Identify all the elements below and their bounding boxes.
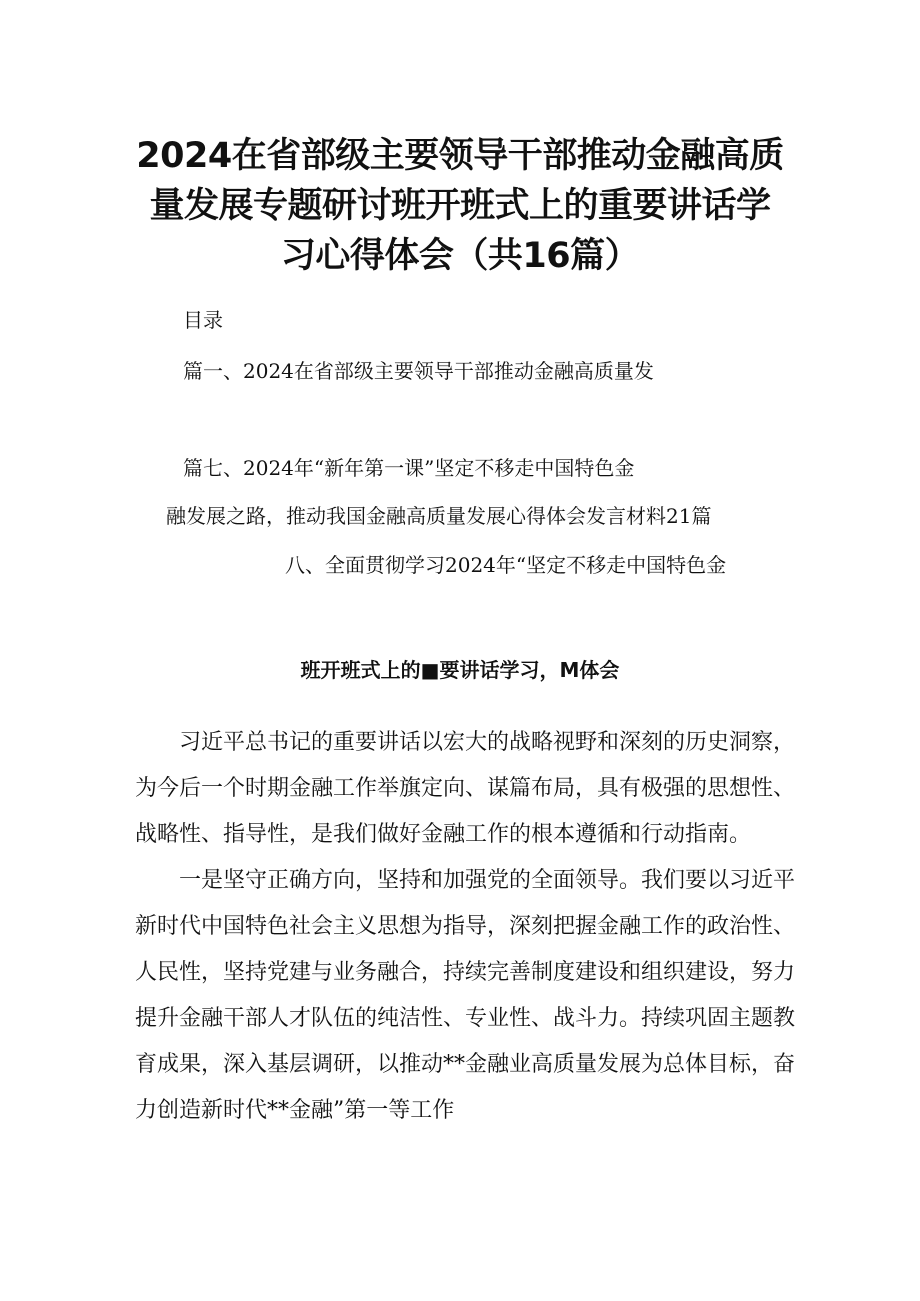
toc-heading: 目录 <box>183 308 223 332</box>
body-text <box>135 720 795 1134</box>
toc-item-7-line-1: 篇七、2024年“新年第一课”坚定不移走中国特色金 <box>183 456 635 480</box>
body-paragraph-2: 一是坚守正确方向，坚持和加强党的全面领导。我们要以习近平新时代中国特色社会主义思想为指导，深刻把握金融工作的政治性、人民性，坚持党建与业务融合，持续完善制度建设和组织建设，努力提升金融干部人才队伍的纯洁性、专业性、战斗力。持续巩固主题教育成果，深入基层调研，以推动**金融业高质量发展为总体目标，奋力创造新时代**金融”第一等工作 <box>135 868 796 1123</box>
section-title: 班开班式上的■要讲话学习，M体会 <box>300 658 620 682</box>
toc-item-8: 八、全面贯彻学习2024年“坚定不移走中国特色金 <box>285 553 727 577</box>
document-title-line-3: 习心得体会（共16篇） <box>280 236 640 276</box>
body-paragraph-1: 习近平总书记的重要讲话以宏大的战略视野和深刻的历史洞察，为今后一个时期金融工作举旗定向、谋篇布局，具有极强的思想性、战略性、指导性，是我们做好金融工作的根本遵循和行动指南。 <box>135 730 796 847</box>
toc-item-1: 篇一、2024在省部级主要领导干部推动金融高质量发 <box>183 359 654 383</box>
document-title-line-1: 2024在省部级主要领导干部推动金融高质 <box>136 136 784 176</box>
toc-item-7-line-2: 融发展之路，推动我国金融高质量发展心得体会发言材料21篇 <box>166 504 712 528</box>
document-title-line-2: 量发展专题研讨班开班式上的重要讲话学 <box>149 186 771 226</box>
